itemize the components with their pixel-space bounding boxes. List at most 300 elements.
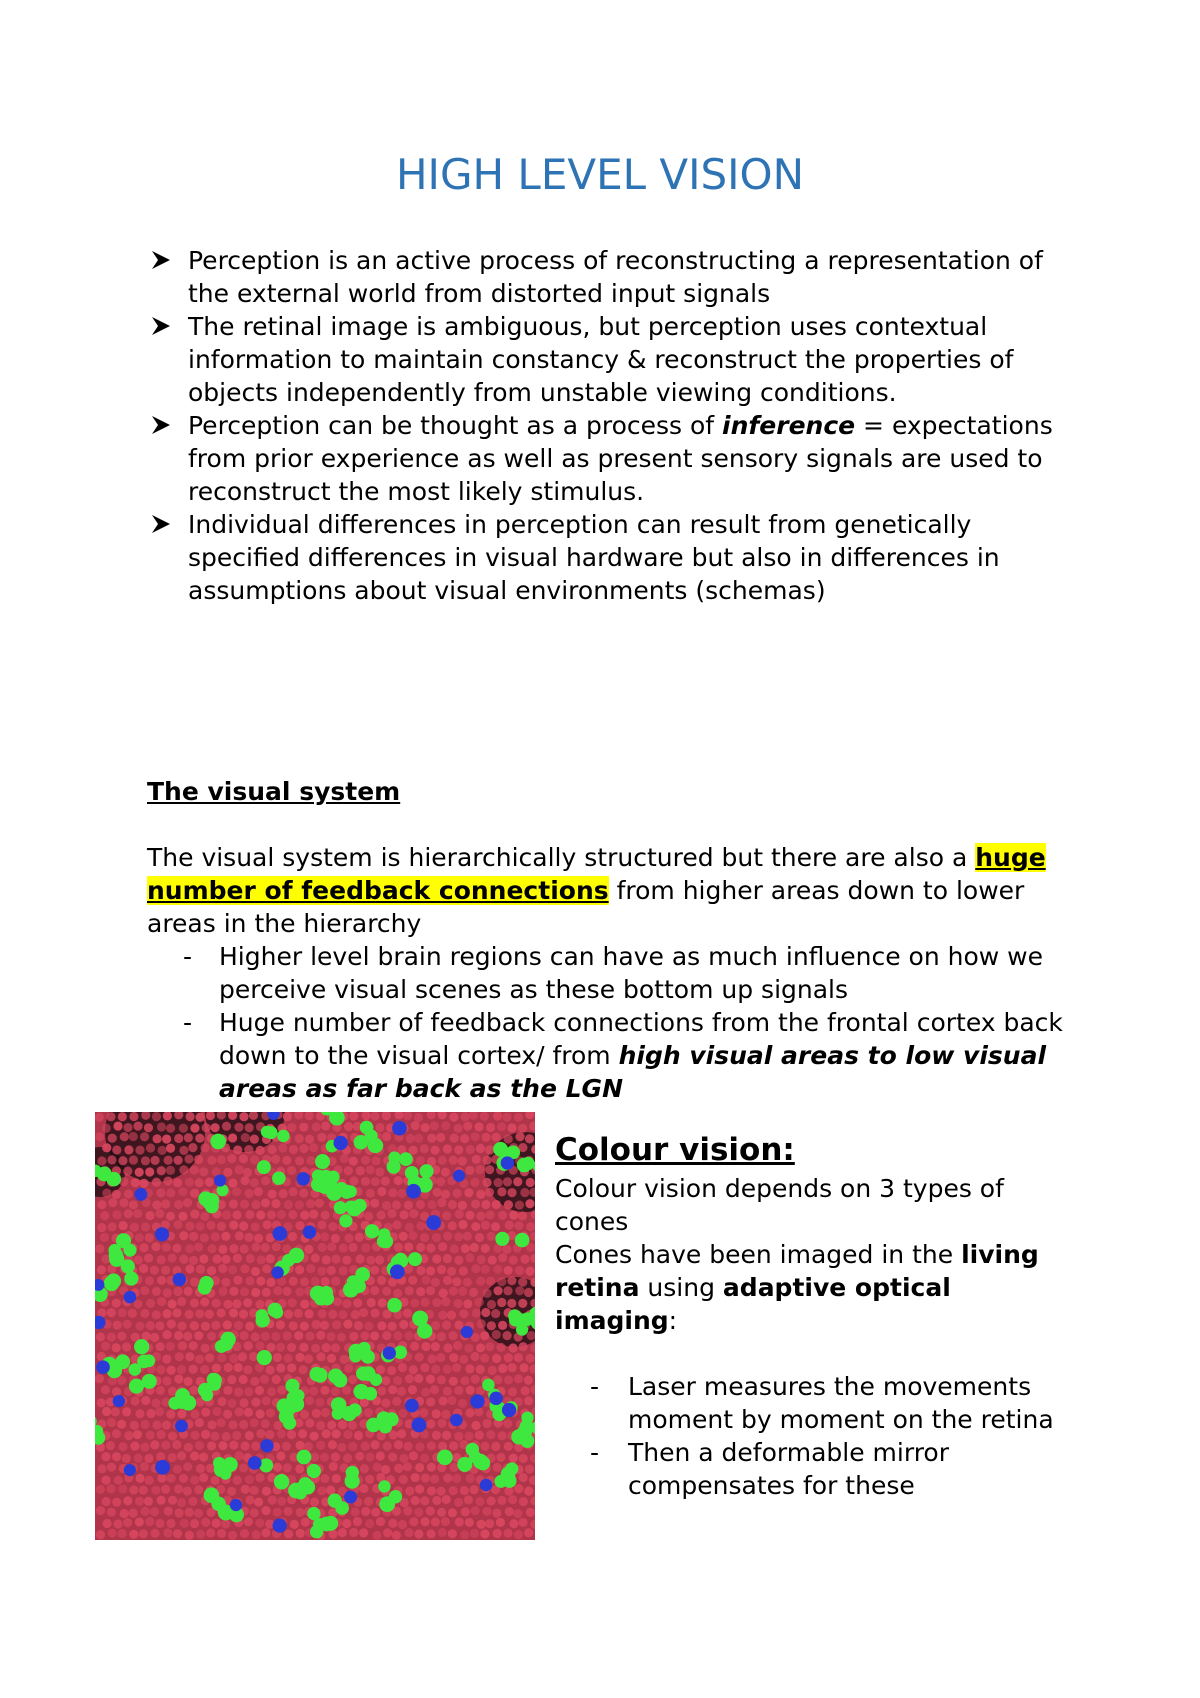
red-cone xyxy=(135,1233,144,1242)
retina-cone-mosaic-image xyxy=(95,1112,535,1540)
red-cone xyxy=(141,1396,150,1405)
red-cone xyxy=(299,1365,308,1374)
red-cone xyxy=(524,1376,533,1385)
red-cone xyxy=(388,1188,397,1197)
red-cone xyxy=(361,1177,370,1186)
red-cone xyxy=(196,1464,205,1473)
blue-cone xyxy=(155,1460,170,1475)
blue-cone xyxy=(248,1456,262,1470)
red-cone xyxy=(262,1486,271,1495)
red-cone xyxy=(129,1155,138,1164)
red-cone xyxy=(112,1190,121,1199)
red-cone xyxy=(326,1485,335,1494)
red-cone xyxy=(177,1409,186,1418)
arrow-bullet-icon xyxy=(150,513,172,535)
red-cone xyxy=(503,1419,512,1428)
red-cone xyxy=(111,1407,120,1416)
red-cone xyxy=(498,1253,507,1262)
red-cone xyxy=(426,1529,435,1538)
red-cone xyxy=(243,1168,252,1177)
red-cone xyxy=(449,1113,458,1122)
red-cone xyxy=(195,1134,204,1143)
red-cone xyxy=(118,1442,127,1451)
red-cone xyxy=(199,1453,208,1462)
red-cone xyxy=(144,1254,153,1263)
red-cone xyxy=(442,1211,451,1220)
blue-cone xyxy=(412,1418,427,1433)
red-cone xyxy=(180,1519,189,1528)
red-cone xyxy=(295,1265,304,1274)
red-cone xyxy=(251,1200,260,1209)
red-cone xyxy=(131,1178,140,1187)
red-cone xyxy=(217,1222,226,1231)
red-cone xyxy=(178,1187,187,1196)
red-cone xyxy=(157,1474,166,1483)
red-cone xyxy=(411,1121,420,1130)
red-cone xyxy=(398,1409,407,1418)
red-cone xyxy=(327,1354,336,1363)
red-cone xyxy=(318,1309,327,1318)
red-cone xyxy=(185,1264,194,1273)
red-cone xyxy=(221,1232,230,1241)
red-cone xyxy=(245,1431,254,1440)
red-cone xyxy=(240,1529,249,1538)
red-cone xyxy=(273,1463,282,1472)
red-cone xyxy=(229,1354,238,1363)
red-cone xyxy=(272,1242,281,1251)
paragraph-text: Cones have been imaged in the xyxy=(555,1240,962,1269)
list-item xyxy=(150,508,1070,607)
paragraph-text: : xyxy=(668,1306,678,1335)
red-cone xyxy=(419,1408,428,1417)
red-cone xyxy=(448,1200,457,1209)
green-cone xyxy=(121,1259,135,1273)
red-cone xyxy=(392,1531,401,1540)
green-cone xyxy=(345,1474,360,1489)
red-cone xyxy=(233,1476,242,1485)
red-cone xyxy=(494,1178,503,1187)
red-cone xyxy=(222,1432,231,1441)
red-cone xyxy=(239,1154,248,1163)
red-cone xyxy=(177,1321,186,1330)
red-cone xyxy=(129,1132,138,1141)
red-cone xyxy=(206,1528,215,1537)
red-cone xyxy=(465,1408,474,1417)
red-cone xyxy=(485,1519,494,1528)
red-cone xyxy=(326,1332,335,1341)
red-cone xyxy=(278,1143,287,1152)
red-cone xyxy=(245,1475,254,1484)
red-cone xyxy=(122,1342,131,1351)
red-cone xyxy=(520,1188,529,1197)
red-cone xyxy=(349,1332,358,1341)
red-cone xyxy=(139,1179,148,1188)
red-cone xyxy=(514,1221,523,1230)
red-cone xyxy=(449,1353,458,1362)
red-cone xyxy=(240,1244,249,1253)
red-cone xyxy=(504,1442,513,1451)
red-cone xyxy=(464,1188,473,1197)
red-cone xyxy=(156,1386,165,1395)
red-cone xyxy=(172,1440,181,1449)
red-cone xyxy=(342,1255,351,1264)
green-cone xyxy=(221,1332,236,1347)
red-cone xyxy=(212,1407,221,1416)
red-cone xyxy=(268,1145,277,1154)
red-cone xyxy=(166,1124,175,1133)
red-cone xyxy=(211,1321,220,1330)
red-cone xyxy=(145,1233,154,1242)
red-cone xyxy=(124,1145,133,1154)
red-cone xyxy=(129,1509,138,1518)
bullet-text: Individual differences in perception can result from genetically specified differences in visual hardware but also in differences in assumptions about visual environments (schemas) xyxy=(188,510,1000,605)
red-cone xyxy=(295,1134,304,1143)
green-cone xyxy=(364,1387,378,1401)
blue-cone xyxy=(134,1188,147,1201)
red-cone xyxy=(196,1530,205,1539)
red-cone xyxy=(524,1396,533,1405)
red-cone xyxy=(183,1332,192,1341)
red-cone xyxy=(403,1442,412,1451)
red-cone xyxy=(102,1407,111,1416)
red-cone xyxy=(376,1365,385,1374)
red-cone xyxy=(167,1319,176,1328)
red-cone xyxy=(95,1244,104,1253)
red-cone xyxy=(441,1190,450,1199)
red-cone xyxy=(256,1276,265,1285)
red-cone xyxy=(287,1363,296,1372)
red-cone xyxy=(461,1244,470,1253)
red-cone xyxy=(371,1156,380,1165)
red-cone xyxy=(241,1485,250,1494)
red-cone xyxy=(130,1421,139,1430)
red-cone xyxy=(124,1189,133,1198)
red-cone xyxy=(475,1233,484,1242)
red-cone xyxy=(458,1201,467,1210)
red-cone xyxy=(504,1200,513,1209)
green-cone xyxy=(494,1475,507,1488)
red-cone xyxy=(438,1242,447,1251)
red-cone xyxy=(464,1432,473,1441)
red-cone xyxy=(393,1289,402,1298)
green-cone xyxy=(277,1130,290,1143)
red-cone xyxy=(196,1222,205,1231)
red-cone xyxy=(152,1178,161,1187)
red-cone xyxy=(398,1520,407,1529)
green-cone xyxy=(348,1403,361,1416)
red-cone xyxy=(309,1210,318,1219)
red-cone xyxy=(251,1267,260,1276)
red-cone xyxy=(101,1476,110,1485)
red-cone xyxy=(295,1353,304,1362)
visual-system-paragraph xyxy=(147,841,1077,940)
red-cone xyxy=(97,1265,106,1274)
blue-cone xyxy=(273,1226,288,1241)
red-cone xyxy=(140,1132,149,1141)
blue-cone xyxy=(230,1499,242,1511)
red-cone xyxy=(256,1210,265,1219)
red-cone xyxy=(320,1453,329,1462)
red-cone xyxy=(518,1299,527,1308)
green-cone xyxy=(354,1135,369,1150)
red-cone xyxy=(436,1177,445,1186)
red-cone xyxy=(525,1267,534,1276)
red-cone xyxy=(174,1484,183,1493)
red-cone xyxy=(283,1507,292,1516)
red-cone xyxy=(432,1188,441,1197)
red-cone xyxy=(439,1396,448,1405)
red-cone xyxy=(465,1253,474,1262)
red-cone xyxy=(453,1341,462,1350)
red-cone xyxy=(492,1330,501,1339)
red-cone xyxy=(420,1517,429,1526)
blue-cone xyxy=(260,1439,273,1452)
red-cone xyxy=(466,1386,475,1395)
red-cone xyxy=(359,1484,368,1493)
blue-cone xyxy=(344,1491,357,1504)
red-cone xyxy=(493,1286,502,1295)
red-cone xyxy=(287,1123,296,1132)
list-item xyxy=(147,940,1077,1006)
green-cone xyxy=(129,1363,142,1376)
red-cone xyxy=(152,1420,161,1429)
red-cone xyxy=(295,1287,304,1296)
red-cone xyxy=(470,1352,479,1361)
red-cone xyxy=(296,1529,305,1538)
green-cone xyxy=(515,1233,530,1248)
red-cone xyxy=(117,1420,126,1429)
red-cone xyxy=(498,1431,507,1440)
red-cone xyxy=(276,1320,285,1329)
bullet-text: Perception can be thought as a process of xyxy=(188,411,723,440)
red-cone xyxy=(394,1176,403,1185)
red-cone xyxy=(315,1398,324,1407)
red-cone xyxy=(124,1209,133,1218)
list-item xyxy=(150,244,1070,310)
red-cone xyxy=(262,1264,271,1273)
red-cone xyxy=(235,1231,244,1240)
green-cone xyxy=(315,1154,330,1169)
red-cone xyxy=(97,1200,106,1209)
section-heading-visual-system: The visual system xyxy=(147,777,401,806)
red-cone xyxy=(239,1331,248,1340)
red-cone xyxy=(432,1298,441,1307)
red-cone xyxy=(404,1331,413,1340)
red-cone xyxy=(184,1443,193,1452)
red-cone xyxy=(359,1308,368,1317)
red-cone xyxy=(200,1143,209,1152)
green-cone xyxy=(420,1164,434,1178)
red-cone xyxy=(339,1266,348,1275)
red-cone xyxy=(448,1331,457,1340)
red-cone xyxy=(174,1508,183,1517)
red-cone xyxy=(134,1454,143,1463)
green-cone xyxy=(370,1373,383,1386)
red-cone xyxy=(466,1474,475,1483)
red-cone xyxy=(240,1287,249,1296)
red-cone xyxy=(502,1245,511,1254)
red-cone xyxy=(229,1308,238,1317)
red-cone xyxy=(431,1342,440,1351)
red-cone xyxy=(102,1189,111,1198)
red-cone xyxy=(227,1154,236,1163)
red-cone xyxy=(295,1464,304,1473)
red-cone xyxy=(502,1113,511,1122)
red-cone xyxy=(327,1266,336,1275)
red-cone xyxy=(250,1178,259,1187)
red-cone xyxy=(483,1156,492,1165)
red-cone xyxy=(393,1376,402,1385)
red-cone xyxy=(184,1154,193,1163)
red-cone xyxy=(304,1245,313,1254)
red-cone xyxy=(460,1530,469,1539)
red-cone xyxy=(387,1209,396,1218)
blue-cone xyxy=(406,1184,421,1199)
red-cone xyxy=(421,1275,430,1284)
red-cone xyxy=(316,1441,325,1450)
red-cone xyxy=(349,1528,358,1537)
red-cone xyxy=(393,1331,402,1340)
red-cone xyxy=(273,1421,282,1430)
red-cone xyxy=(300,1277,309,1286)
red-cone xyxy=(288,1298,297,1307)
red-cone xyxy=(470,1529,479,1538)
red-cone xyxy=(315,1199,324,1208)
red-cone xyxy=(327,1421,336,1430)
red-cone xyxy=(460,1134,469,1143)
red-cone xyxy=(309,1431,318,1440)
red-cone xyxy=(337,1333,346,1342)
red-cone xyxy=(377,1211,386,1220)
red-cone xyxy=(295,1200,304,1209)
red-cone xyxy=(229,1441,238,1450)
red-cone xyxy=(392,1220,401,1229)
red-cone xyxy=(477,1319,486,1328)
red-cone xyxy=(239,1112,248,1121)
red-cone xyxy=(107,1222,116,1231)
red-cone xyxy=(475,1431,484,1440)
red-cone xyxy=(474,1122,483,1131)
red-cone xyxy=(228,1133,237,1142)
red-cone xyxy=(114,1476,123,1485)
red-cone xyxy=(436,1487,445,1496)
red-cone xyxy=(338,1420,347,1429)
red-cone xyxy=(447,1396,456,1405)
red-cone xyxy=(421,1473,430,1482)
red-cone xyxy=(454,1145,463,1154)
red-cone xyxy=(485,1145,494,1154)
red-cone xyxy=(255,1341,264,1350)
red-cone xyxy=(183,1486,192,1495)
red-cone xyxy=(141,1156,150,1165)
red-cone xyxy=(351,1507,360,1516)
blue-cone xyxy=(333,1136,347,1150)
red-cone xyxy=(217,1308,226,1317)
red-cone xyxy=(185,1310,194,1319)
red-cone xyxy=(349,1156,358,1165)
red-cone xyxy=(508,1495,517,1504)
red-cone xyxy=(449,1441,458,1450)
red-cone xyxy=(443,1387,452,1396)
red-cone xyxy=(212,1254,221,1263)
red-cone xyxy=(294,1309,303,1318)
red-cone xyxy=(449,1287,458,1296)
dash-text: Higher level brain regions can have as much influence on how we perceive visual scenes as these bottom up signals xyxy=(219,942,1043,1004)
red-cone xyxy=(497,1277,506,1286)
red-cone xyxy=(250,1155,259,1164)
red-cone xyxy=(370,1199,379,1208)
green-cone xyxy=(517,1158,532,1173)
red-cone xyxy=(161,1199,170,1208)
green-cone xyxy=(379,1235,393,1249)
red-cone xyxy=(427,1354,436,1363)
blue-cone xyxy=(214,1174,226,1186)
red-cone xyxy=(277,1385,286,1394)
red-cone xyxy=(309,1386,318,1395)
red-cone xyxy=(189,1232,198,1241)
red-cone xyxy=(382,1132,391,1141)
red-cone xyxy=(437,1265,446,1274)
red-cone xyxy=(497,1298,506,1307)
red-cone xyxy=(228,1399,237,1408)
red-cone xyxy=(481,1244,490,1253)
blue-cone xyxy=(124,1464,136,1476)
red-cone xyxy=(310,1497,319,1506)
red-cone xyxy=(195,1309,204,1318)
red-cone xyxy=(383,1528,392,1537)
red-cone xyxy=(378,1298,387,1307)
red-cone xyxy=(515,1200,524,1209)
red-cone xyxy=(284,1200,293,1209)
red-cone xyxy=(95,1374,104,1383)
red-cone xyxy=(404,1201,413,1210)
red-cone xyxy=(179,1146,188,1155)
red-cone xyxy=(403,1309,412,1318)
red-cone xyxy=(150,1156,159,1165)
red-cone xyxy=(266,1254,275,1263)
red-cone xyxy=(360,1331,369,1340)
red-cone xyxy=(453,1299,462,1308)
red-cone xyxy=(262,1396,271,1405)
red-cone xyxy=(518,1124,527,1133)
red-cone xyxy=(123,1123,132,1132)
red-cone xyxy=(348,1421,357,1430)
red-cone xyxy=(430,1146,439,1155)
red-cone xyxy=(364,1321,373,1330)
red-cone xyxy=(167,1474,176,1483)
red-cone xyxy=(190,1298,199,1307)
red-cone xyxy=(421,1342,430,1351)
red-cone xyxy=(135,1497,144,1506)
red-cone xyxy=(343,1320,352,1329)
arrow-bullet-icon xyxy=(150,414,172,436)
red-cone xyxy=(184,1133,193,1142)
red-cone xyxy=(162,1243,171,1252)
red-cone xyxy=(318,1243,327,1252)
red-cone xyxy=(437,1332,446,1341)
red-cone xyxy=(156,1430,165,1439)
red-cone xyxy=(454,1432,463,1441)
red-cone xyxy=(145,1431,154,1440)
red-cone xyxy=(355,1452,364,1461)
red-cone xyxy=(519,1363,528,1372)
red-cone xyxy=(190,1189,199,1198)
red-cone xyxy=(95,1132,104,1141)
red-cone xyxy=(207,1420,216,1429)
green-cone xyxy=(339,1214,352,1227)
green-cone xyxy=(520,1434,534,1448)
red-cone xyxy=(487,1300,496,1309)
